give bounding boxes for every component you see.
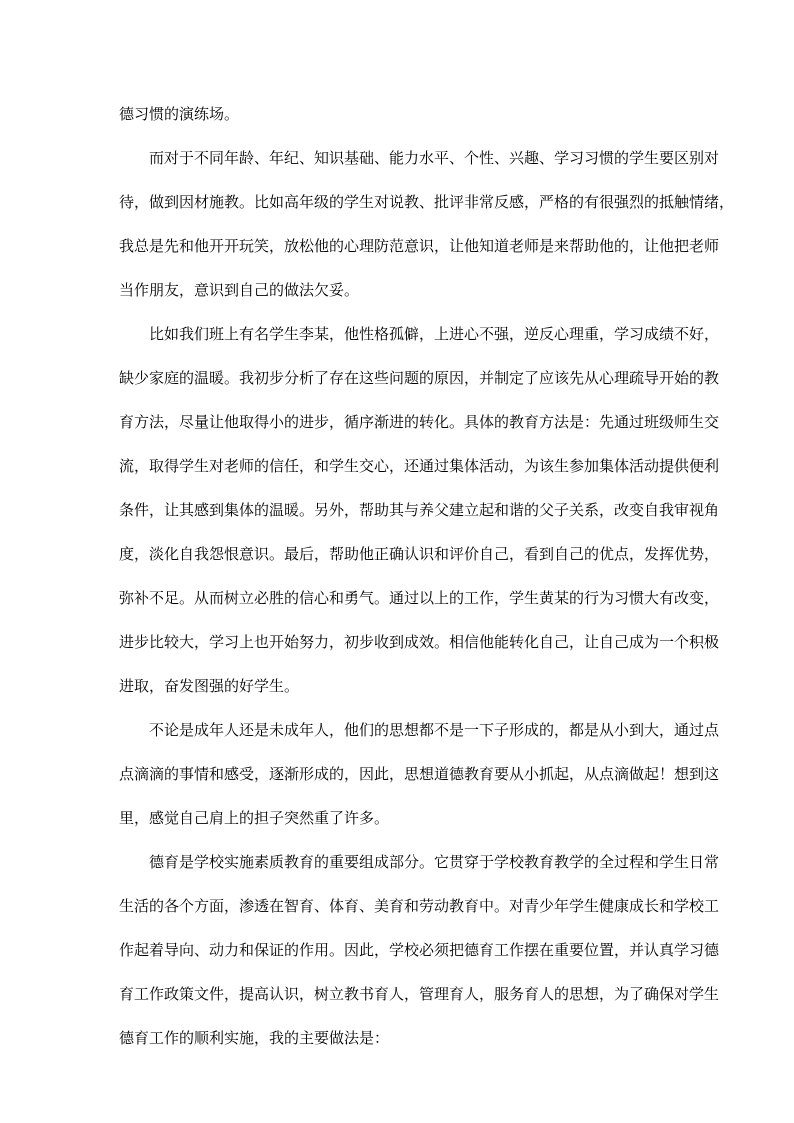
text-line: 生活的各个方面，渗透在智育、体育、美育和劳动教育中。对青少年学生健康成长和学校工 [119,897,720,915]
text-line: 当作朋友，意识到自己的做法欠妥。 [119,281,360,299]
text-line: 里，感觉自己肩上的担子突然重了许多。 [119,809,390,827]
text-line: 点滴滴的事情和感受，逐渐形成的，因此，思想道德教育要从小抓起，从点滴做起！想到这 [119,765,720,783]
paragraph-first-line: 比如我们班上有名学生李某，他性格孤僻，上进心不强，逆反心理重，学习成绩不好， [149,325,720,343]
text-line: 度，淡化自我怨恨意识。最后，帮助他正确认识和评价自己，看到自己的优点，发挥优势， [119,545,720,563]
paragraph-first-line: 而对于不同年龄、年纪、知识基础、能力水平、个性、兴趣、学习习惯的学生要区别对 [149,149,720,167]
text-line: 德习惯的演练场。 [119,105,240,123]
text-line: 流，取得学生对老师的信任，和学生交心，还通过集体活动，为该生参加集体活动提供便利 [119,457,720,475]
text-line: 条件，让其感到集体的温暖。另外，帮助其与养父建立起和谐的父子关系，改变自我审视角 [119,501,720,519]
text-line: 进取，奋发图强的好学生。 [119,677,300,695]
text-line: 德育工作的顺利实施，我的主要做法是： [119,1029,390,1047]
paragraph-first-line: 德育是学校实施素质教育的重要组成部分。它贯穿于学校教育教学的全过程和学生日常 [149,853,720,871]
text-line: 育工作政策文件，提高认识，树立教书育人，管理育人，服务育人的思想，为了确保对学生 [119,985,720,1003]
text-line: 作起着导向、动力和保证的作用。因此，学校必须把德育工作摆在重要位置，并认真学习德 [119,941,720,959]
text-line: 弥补不足。从而树立必胜的信心和勇气。通过以上的工作，学生黄某的行为习惯大有改变， [119,589,720,607]
text-line: 待，做到因材施教。比如高年级的学生对说教、批评非常反感，严格的有很强烈的抵触情绪， [119,193,735,211]
text-line: 进步比较大，学习上也开始努力，初步收到成效。相信他能转化自己，让自己成为一个积极 [119,633,720,651]
text-line: 我总是先和他开开玩笑，放松他的心理防范意识，让他知道老师是来帮助他的，让他把老师 [119,237,720,255]
text-line: 育方法，尽量让他取得小的进步，循序渐进的转化。具体的教育方法是：先通过班级师生交 [119,413,720,431]
text-line: 缺少家庭的温暖。我初步分析了存在这些问题的原因，并制定了应该先从心理疏导开始的教 [119,369,720,387]
paragraph-first-line: 不论是成年人还是未成年人，他们的思想都不是一下子形成的，都是从小到大，通过点 [149,721,720,739]
